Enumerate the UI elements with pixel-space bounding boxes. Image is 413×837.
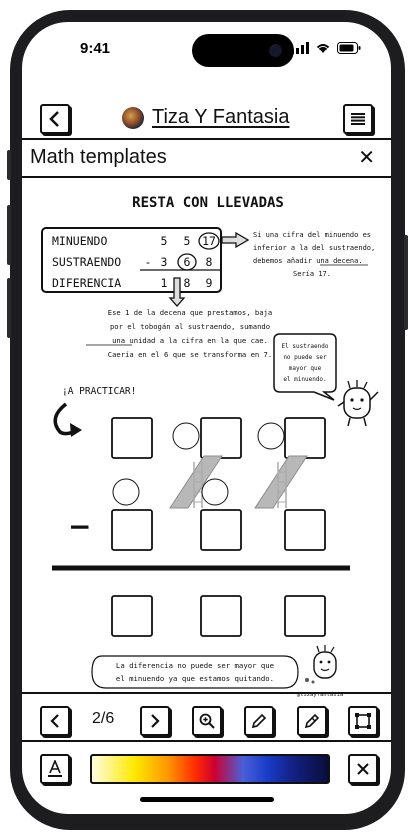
hamburger-menu-icon: [351, 113, 365, 125]
power-button: [404, 235, 408, 330]
row-label-diferencia: DIFERENCIA: [52, 276, 122, 290]
battery-icon: [337, 42, 361, 54]
minuendo-answer-box[interactable]: [201, 418, 241, 458]
color-spectrum-slider[interactable]: [90, 754, 330, 784]
sustraendo-digit: 8: [205, 255, 213, 269]
dynamic-island: [192, 34, 294, 67]
curved-arrow-head: [70, 423, 82, 437]
sustraendo-answer-box[interactable]: [285, 510, 325, 550]
diferencia-digit: 9: [205, 276, 213, 290]
clear-color-button[interactable]: [348, 754, 378, 784]
diferencia-answer-box[interactable]: [201, 596, 241, 636]
practice-label: ¡A PRACTICAR!: [62, 386, 137, 397]
credit-handle: @tizayfantasia: [296, 692, 344, 698]
slide-illustration: [255, 456, 307, 508]
minuendo-answer-box[interactable]: [285, 418, 325, 458]
fit-page-button[interactable]: [348, 706, 378, 736]
diferencia-answer-box[interactable]: [112, 596, 152, 636]
explanation-line: Ese 1 de la decena que prestamos, baja: [107, 308, 273, 317]
chalk-mascot-icon: [338, 380, 378, 426]
worksheet-canvas: [22, 178, 391, 710]
diferencia-digit: 1: [160, 276, 168, 290]
worksheet-page: [22, 178, 391, 710]
bubble-line: mayor que: [288, 365, 322, 372]
signal-icon: [291, 42, 309, 54]
note-right-line: Si una cifra del minuendo es: [253, 231, 372, 239]
close-icon: [357, 763, 369, 775]
brand-name: Tiza Y Fantasia: [152, 106, 290, 128]
close-document-button[interactable]: ✕: [358, 145, 375, 169]
eraser-tool-button[interactable]: [297, 706, 327, 736]
row-label-minuendo: MINUENDO: [52, 234, 108, 248]
pen-tool-button[interactable]: [244, 706, 274, 736]
page-indicator: 2/6: [92, 710, 115, 727]
camera-icon: [269, 44, 282, 57]
back-button[interactable]: [40, 104, 70, 134]
volume-down-button: [7, 278, 11, 338]
note-right-line: debemos añadir una decena.: [253, 257, 363, 265]
status-bar: [22, 22, 391, 78]
text-color-button[interactable]: [40, 754, 70, 784]
note-right-line: Sería 17.: [293, 270, 331, 278]
arrow-right-icon: [222, 233, 248, 247]
explanation-line: Caería en el 6 que se transforma en 7.: [107, 350, 273, 359]
borrow-circle-slot[interactable]: [258, 423, 284, 449]
status-icons: [291, 42, 361, 54]
sustraendo-digit: 3: [160, 255, 168, 269]
app-header: [22, 82, 391, 140]
minuendo-digit: 5: [183, 234, 191, 248]
chevron-right-icon: [149, 714, 161, 728]
bubble-line: el minuendo.: [283, 376, 327, 383]
footer-note-line: el minuendo ya que estamos quitando.: [115, 674, 275, 683]
practice-minus-sign: −: [68, 510, 92, 543]
prev-page-button[interactable]: [40, 706, 70, 736]
minuendo-answer-box[interactable]: [112, 418, 152, 458]
row-label-sustraendo: SUSTRAENDO: [52, 255, 122, 269]
carry-circle-slot[interactable]: [113, 479, 139, 505]
diferencia-digit: 8: [183, 276, 191, 290]
document-title: Math templates: [30, 146, 167, 168]
note-right-line: inferior a la del sustraendo,: [253, 244, 376, 252]
explanation-line: una unidad a la cifra en la que cae.: [112, 336, 268, 345]
diferencia-answer-box[interactable]: [285, 596, 325, 636]
zoom-button[interactable]: [192, 706, 222, 736]
worksheet-heading: RESTA CON LLEVADAS: [132, 195, 284, 211]
text-color-icon: [47, 760, 63, 778]
carry-circle-slot[interactable]: [202, 479, 228, 505]
next-page-button[interactable]: [140, 706, 170, 736]
borrow-circle-slot[interactable]: [173, 423, 199, 449]
status-time: 9:41: [80, 40, 111, 57]
pagination-toolbar: [22, 692, 391, 740]
brand-link[interactable]: [122, 106, 289, 129]
silent-switch: [7, 150, 11, 180]
sustraendo-minus-sign: -: [144, 255, 152, 269]
color-toolbar: [22, 740, 391, 788]
volume-up-button: [7, 205, 11, 265]
screen: [22, 22, 391, 814]
sustraendo-answer-box[interactable]: [112, 510, 152, 550]
chalk-mascot-icon: [305, 645, 336, 684]
pencil-icon: [251, 713, 267, 729]
minuendo-digit: 5: [160, 234, 168, 248]
brand-logo-icon: [122, 107, 144, 129]
bubble-line: El sustraendo: [281, 343, 329, 350]
chevron-left-icon: [49, 714, 61, 728]
document-titlebar: [22, 140, 391, 178]
frame-select-icon: [354, 712, 372, 730]
bubble-line: no puede ser: [283, 354, 327, 361]
zoom-in-icon: [199, 713, 215, 729]
explanation-line: por el tobogán al sustraendo, sumando: [109, 322, 271, 331]
footer-note-line: La diferencia no puede ser mayor que: [115, 661, 275, 670]
menu-button[interactable]: [343, 104, 373, 134]
minuendo-digit-borrowed: 17: [202, 234, 216, 248]
sustraendo-digit-carried: 6: [183, 255, 191, 269]
eraser-icon: [304, 713, 320, 729]
wifi-icon: [315, 42, 331, 54]
home-indicator[interactable]: [140, 797, 274, 802]
chevron-left-icon: [48, 111, 62, 127]
sustraendo-answer-box[interactable]: [201, 510, 241, 550]
